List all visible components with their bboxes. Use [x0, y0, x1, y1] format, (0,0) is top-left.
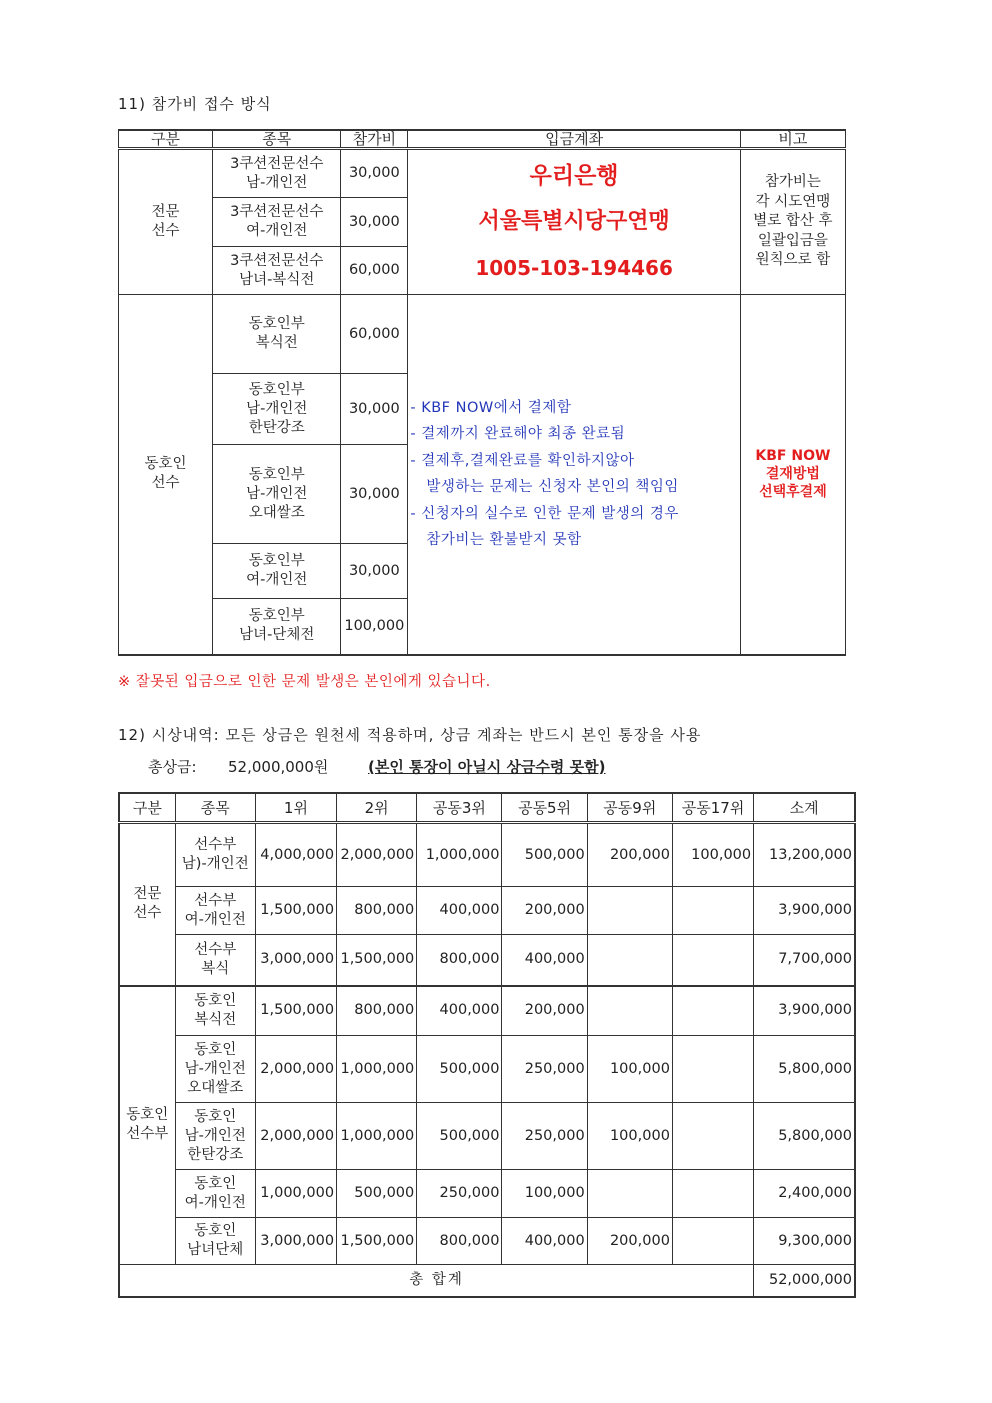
group-pro: 전문 선수	[119, 823, 175, 986]
event-cell: 선수부 복식	[175, 935, 255, 986]
prize-cell: 400,000	[502, 1218, 587, 1265]
col-header: 종목	[213, 130, 341, 149]
prize-cell: 2,000,000	[255, 1103, 336, 1170]
prize-cell: 1,000,000	[337, 1103, 417, 1170]
table-row	[119, 887, 855, 935]
col-header: 공동5위	[502, 793, 587, 823]
group-amateur: 동호인 선수부	[119, 986, 175, 1265]
fee-cell: 30,000	[341, 149, 408, 198]
prize-cell: 100,000	[502, 1170, 587, 1218]
col-header: 공동17위	[672, 793, 753, 823]
prize-cell: 500,000	[417, 1103, 502, 1170]
event-cell: 동호인 복식전	[175, 986, 255, 1036]
prize-cell: 400,000	[502, 935, 587, 986]
bank-holder: 서울특별시당구연맹	[478, 209, 670, 234]
section-12-title: 12) 시상내역: 모든 상금은 원천세 적용하며, 상금 계좌는 반드시 본인 통장을 사용	[118, 726, 702, 744]
col-header: 2위	[337, 793, 417, 823]
subtotal-cell: 7,700,000	[754, 935, 855, 986]
group-amateur: 동호인 선수	[119, 295, 213, 655]
pro-note: 참가비는 각 시도연맹 별로 합산 후 일괄입금을 원칙으로 함	[740, 149, 845, 295]
col-header: 소계	[754, 793, 855, 823]
prize-cell: 100,000	[587, 1103, 672, 1170]
amateur-payment-note: KBF NOW 결재방법 선택후결제	[740, 295, 845, 655]
table-row	[119, 986, 855, 1036]
entry-fee-table	[118, 129, 846, 656]
prize-table	[118, 792, 856, 1298]
grand-total-label: 총 합계	[119, 1265, 754, 1297]
event-cell: 선수부 여-개인전	[175, 887, 255, 935]
prize-cell: 1,500,000	[255, 887, 336, 935]
prize-cell: 3,000,000	[255, 935, 336, 986]
table-row	[119, 823, 855, 887]
prize-cell	[672, 1218, 753, 1265]
prize-cell	[587, 887, 672, 935]
prize-cell	[587, 986, 672, 1036]
grand-total-value: 52,000,000	[754, 1265, 855, 1297]
col-header: 입금계좌	[408, 130, 740, 149]
table-header-row	[119, 130, 846, 149]
prize-cell: 200,000	[502, 887, 587, 935]
fee-cell: 30,000	[341, 445, 408, 544]
prize-cell: 1,500,000	[337, 935, 417, 986]
group-pro: 전문 선수	[119, 149, 213, 295]
note-line: - 결제후,결제완료를 확인하지않아	[410, 452, 635, 469]
prize-cell: 200,000	[587, 823, 672, 887]
table-row	[119, 149, 846, 198]
prize-cell: 400,000	[417, 986, 502, 1036]
table-row	[119, 1103, 855, 1170]
event-cell: 동호인 남녀단체	[175, 1218, 255, 1265]
bank-account-cell	[408, 149, 740, 295]
fee-cell: 30,000	[341, 374, 408, 445]
prize-cell	[672, 1170, 753, 1218]
prize-cell: 2,000,000	[337, 823, 417, 887]
event-cell: 동호인부 복식전	[213, 295, 341, 374]
fee-cell: 100,000	[341, 599, 408, 655]
fee-cell: 60,000	[341, 247, 408, 295]
event-cell: 3쿠션전문선수 남-개인전	[213, 149, 341, 198]
subtotal-cell: 2,400,000	[754, 1170, 855, 1218]
prize-cell: 800,000	[417, 1218, 502, 1265]
prize-cell	[587, 1170, 672, 1218]
prize-cell: 800,000	[417, 935, 502, 986]
prize-cell: 250,000	[502, 1103, 587, 1170]
warning-text: ※ 잘못된 입금으로 인한 문제 발생은 본인에게 있습니다.	[118, 674, 491, 690]
prize-cell: 1,000,000	[255, 1170, 336, 1218]
prize-cell	[672, 887, 753, 935]
event-cell: 동호인부 남-개인전 한탄강조	[213, 374, 341, 445]
prize-cell	[672, 986, 753, 1036]
prize-cell: 100,000	[587, 1036, 672, 1103]
event-cell: 동호인부 남-개인전 오대쌀조	[213, 445, 341, 544]
prize-cell	[672, 935, 753, 986]
event-cell: 동호인 여-개인전	[175, 1170, 255, 1218]
col-header: 참가비	[341, 130, 408, 149]
col-header: 공동3위	[417, 793, 502, 823]
table-row	[119, 935, 855, 986]
prize-cell: 1,000,000	[337, 1036, 417, 1103]
note-line: - 신청자의 실수로 인한 문제 발생의 경우	[410, 505, 679, 522]
bank-name: 우리은행	[529, 163, 619, 189]
event-cell: 3쿠션전문선수 여-개인전	[213, 198, 341, 247]
event-cell: 선수부 남)-개인전	[175, 823, 255, 887]
note-line: - KBF NOW에서 결제함	[410, 399, 572, 416]
bank-account-number: 1005-103-194466	[475, 256, 673, 280]
col-header: 비고	[740, 130, 845, 149]
total-prize-label: 총상금:	[148, 758, 197, 776]
subtotal-cell: 5,800,000	[754, 1103, 855, 1170]
total-prize-note: (본인 통장이 아닐시 상금수령 못함)	[368, 758, 606, 776]
prize-cell: 400,000	[417, 887, 502, 935]
table-row	[119, 1218, 855, 1265]
prize-cell	[672, 1036, 753, 1103]
section-11-title: 11) 참가비 접수 방식	[118, 95, 272, 113]
total-row	[119, 1265, 855, 1297]
prize-cell: 3,000,000	[255, 1218, 336, 1265]
table-row	[119, 1036, 855, 1103]
prize-cell: 200,000	[587, 1218, 672, 1265]
note-line: - 결제까지 완료해야 최종 완료됨	[410, 426, 626, 443]
event-cell: 동호인 남-개인전 오대쌀조	[175, 1036, 255, 1103]
prize-cell: 500,000	[337, 1170, 417, 1218]
amateur-notes	[408, 295, 740, 655]
subtotal-cell: 3,900,000	[754, 887, 855, 935]
table-header-row	[119, 793, 855, 823]
table-row	[119, 1170, 855, 1218]
prize-cell: 500,000	[417, 1036, 502, 1103]
table-row	[119, 295, 846, 374]
prize-cell	[587, 935, 672, 986]
prize-cell: 100,000	[672, 823, 753, 887]
col-header: 구분	[119, 130, 213, 149]
event-cell: 동호인 남-개인전 한탄강조	[175, 1103, 255, 1170]
prize-cell: 1,500,000	[337, 1218, 417, 1265]
prize-cell: 4,000,000	[255, 823, 336, 887]
prize-cell: 500,000	[502, 823, 587, 887]
note-line: 참가비는 환불받지 못함	[426, 532, 582, 549]
prize-cell: 200,000	[502, 986, 587, 1036]
subtotal-cell: 5,800,000	[754, 1036, 855, 1103]
prize-cell: 800,000	[337, 887, 417, 935]
prize-cell: 800,000	[337, 986, 417, 1036]
prize-cell: 250,000	[417, 1170, 502, 1218]
total-prize-value: 52,000,000원	[228, 758, 329, 776]
event-cell: 동호인부 남녀-단체전	[213, 599, 341, 655]
subtotal-cell: 9,300,000	[754, 1218, 855, 1265]
col-header: 공동9위	[587, 793, 672, 823]
prize-cell: 2,000,000	[255, 1036, 336, 1103]
prize-cell	[672, 1103, 753, 1170]
prize-cell: 1,000,000	[417, 823, 502, 887]
fee-cell: 30,000	[341, 544, 408, 599]
prize-cell: 250,000	[502, 1036, 587, 1103]
subtotal-cell: 13,200,000	[754, 823, 855, 887]
col-header: 1위	[255, 793, 336, 823]
note-line: 발생하는 문제는 신청자 본인의 책임임	[426, 479, 679, 496]
col-header: 구분	[119, 793, 175, 823]
event-cell: 동호인부 여-개인전	[213, 544, 341, 599]
subtotal-cell: 3,900,000	[754, 986, 855, 1036]
prize-cell: 1,500,000	[255, 986, 336, 1036]
event-cell: 3쿠션전문선수 남녀-복식전	[213, 247, 341, 295]
fee-cell: 30,000	[341, 198, 408, 247]
fee-cell: 60,000	[341, 295, 408, 374]
col-header: 종목	[175, 793, 255, 823]
